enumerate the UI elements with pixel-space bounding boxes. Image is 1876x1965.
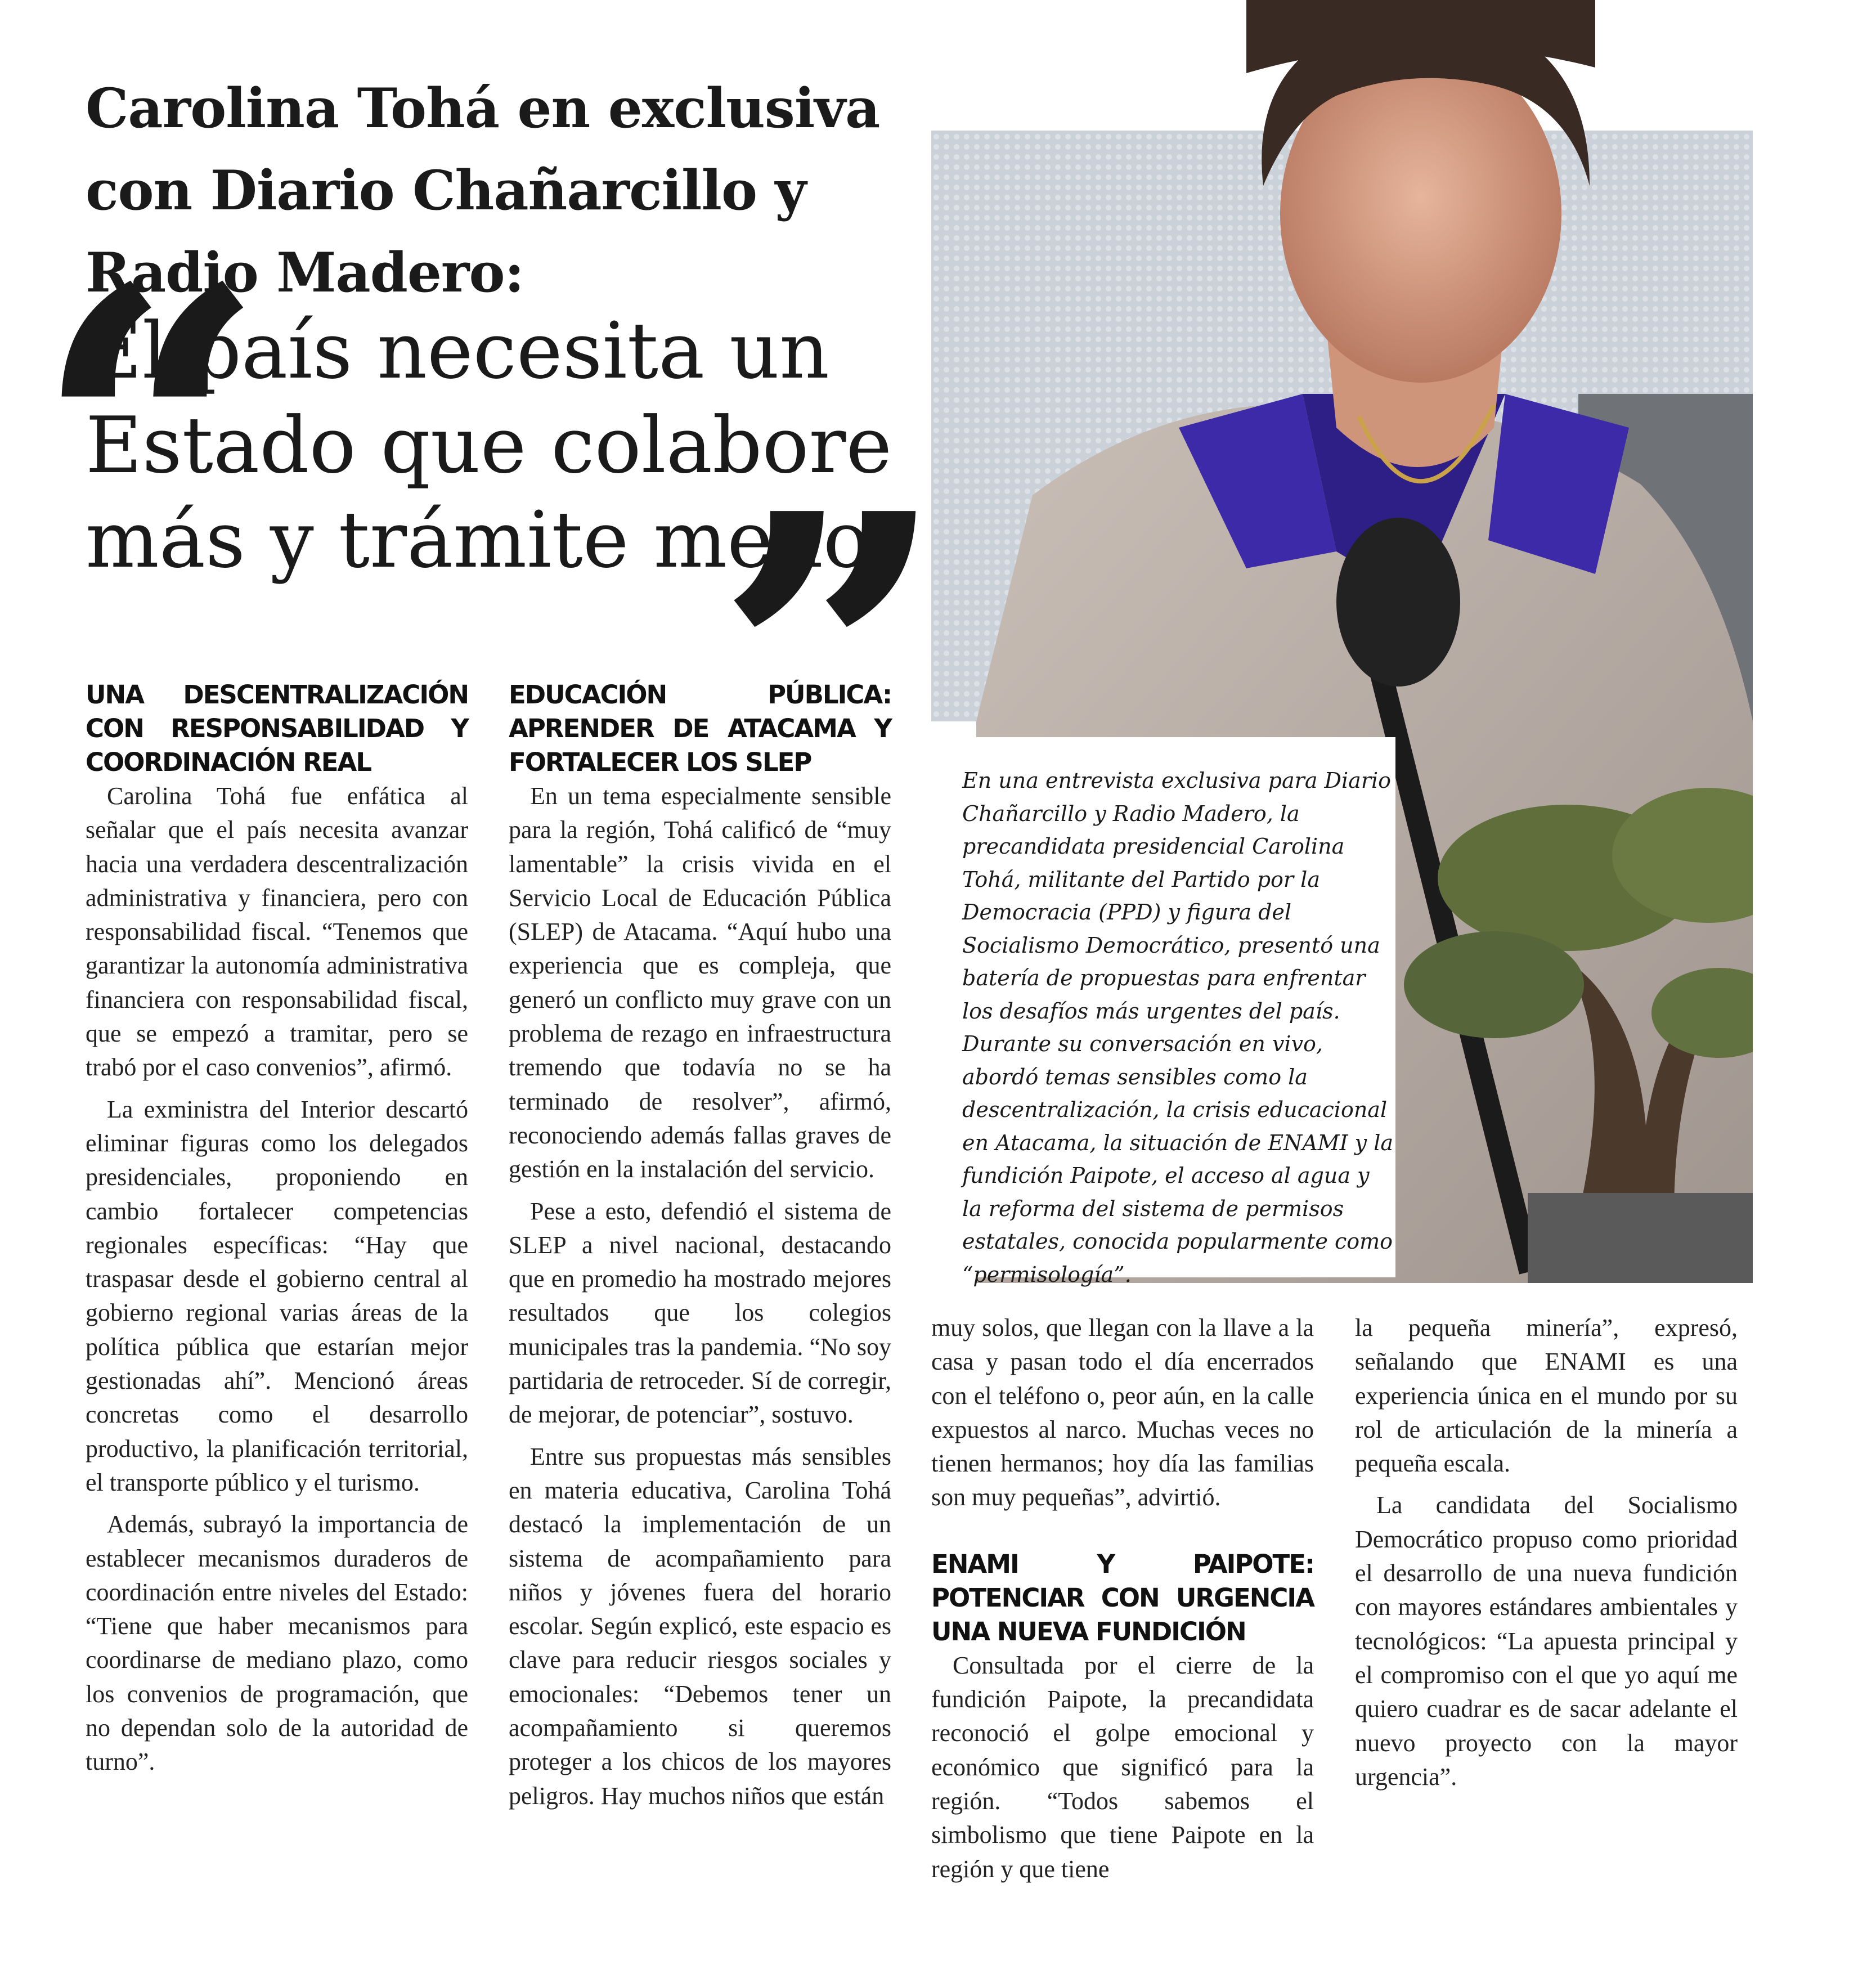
article-headline: El país necesita un Estado que colabore más y trámite menos: [86, 306, 910, 585]
paragraph: Consultada por el cierre de la fundición Paipote, la precandidata reconoció el golpe emocional y económico que significó para la región. “Todos sabemos el simbolismo que tiene Paipote en la región y que tiene: [931, 1651, 1314, 1883]
paragraph: Entre sus propuestas más sensibles en materia educativa, Carolina Tohá destacó la implementación de un sistema de acompañamiento para niños y jóvenes fuera del horario escolar. Según explicó, este espacio es clave para reducir riesgos sociales y emocionales: “Debemos tener un acompañamiento si queremos proteger a los chicos de los mayores peligros. Hay muchos niños que están: [509, 1442, 891, 1810]
photo-caption: [951, 737, 1395, 1287]
article-column-3: [931, 1311, 1314, 1894]
section-heading-enami: ENAMI Y PAIPOTE: POTENCIAR CON URGENCIA UNA NUEVA FUNDICIÓN: [931, 1549, 1314, 1647]
paragraph: Carolina Tohá fue enfática al señalar que el país necesita avanzar hacia una verdadera descentralización administrativa y financiera, pero con responsabilidad fiscal. “Tenemos que garantizar la autonomía administrativa financiera con responsabilidad fiscal, que se empezó a tramitar, pero se trabó por el caso convenios”, afirmó.: [86, 782, 468, 1082]
article-kicker: Carolina Tohá en exclusiva con Diario Chañarcillo y Radio Madero:: [86, 77, 880, 304]
article-column-2: [509, 678, 891, 1821]
close-quote-icon: [715, 461, 948, 675]
section-heading-decentralization: UNA DESCENTRALIZACIÓN CON RESPONSABILIDAD Y COORDINACIÓN REAL: [86, 680, 468, 777]
paragraph: En un tema especialmente sensible para la región, Tohá calificó de “muy lamentable” la crisis vivida en el Servicio Local de Educación Pública (SLEP) de Atacama. “Aquí hubo una experiencia que es compleja, que generó un conflicto muy grave con un problema de rezago en infraestructura tremendo que todavía no se ha terminado de resolver”, afirmó, reconociendo además fallas graves de gestión en la instalación del servicio.: [509, 782, 891, 1183]
section-heading-education: EDUCACIÓN PÚBLICA: APRENDER DE ATACAMA Y FORTALECER LOS SLEP: [509, 680, 891, 777]
paragraph: Pese a esto, defendió el sistema de SLEP a nivel nacional, destacando que en promedio ha mostrado mejores resultados que los colegios municipales tras la pandemia. “No soy partidaria de retroceder. Sí de corregir, de mejorar, de potenciar”, sostuvo.: [509, 1197, 891, 1429]
paragraph: La candidata del Socialismo Democrático propuso como prioridad el desarrollo de una nueva fundición con mayores estándares ambientales y tecnológicos: “La apuesta principal y el compromiso con el que yo aquí me quiero cuadrar es de sacar adelante el nuevo proyecto con la mayor urgencia”.: [1355, 1491, 1738, 1791]
article-column-1: [86, 678, 468, 1787]
article-column-4: [1355, 1311, 1738, 1802]
paragraph: la pequeña minería”, expresó, señalando que ENAMI es una experiencia única en el mundo por su rol de articulación de la minería a pequeña escala.: [1355, 1314, 1738, 1478]
photo-caption-text: En una entrevista exclusiva para Diario Chañarcillo y Radio Madero, la precandidata presidencial Carolina Tohá, militante del Partido por la Democracia (PPD) y figura del Socialismo Democrático, presentó una batería de propuestas para enfrentar los desafíos más urgentes del país. Durante su conversación en vivo, abordó temas sensibles como la descentralización, la crisis educacional en Atacama, la situación de ENAMI y la fundición Paipote, el acceso al agua y la reforma del sistema de permisos estatales, conocida popularmente como “permisología”.: [962, 768, 1394, 1287]
open-quote-icon: [34, 236, 267, 450]
paragraph: muy solos, que llegan con la llave a la casa y pasan todo el día encerrados con el teléfono o, peor aún, en la calle expuestos al narco. Muchas veces no tienen hermanos; hoy día las familias son muy pequeñas”, advirtió.: [931, 1314, 1314, 1511]
paragraph: La exministra del Interior descartó eliminar figuras como los delegados presidenciales, proponiendo en cambio fortalecer competencias regionales específicas: “Hay que traspasar desde el gobierno central al gobierno regional varias áreas de la política pública que estarían mejor gestionadas ahí”. Mencionó áreas concretas como el desarrollo productivo, la planificación territorial, el transporte público y el turismo.: [86, 1095, 468, 1496]
paragraph: Además, subrayó la importancia de establecer mecanismos duraderos de coordinación entre niveles del Estado: “Tiene que haber mecanismos para coordinarse de mediano plazo, como los convenios de programación, que no dependan solo de la autoridad de turno”.: [86, 1510, 468, 1776]
